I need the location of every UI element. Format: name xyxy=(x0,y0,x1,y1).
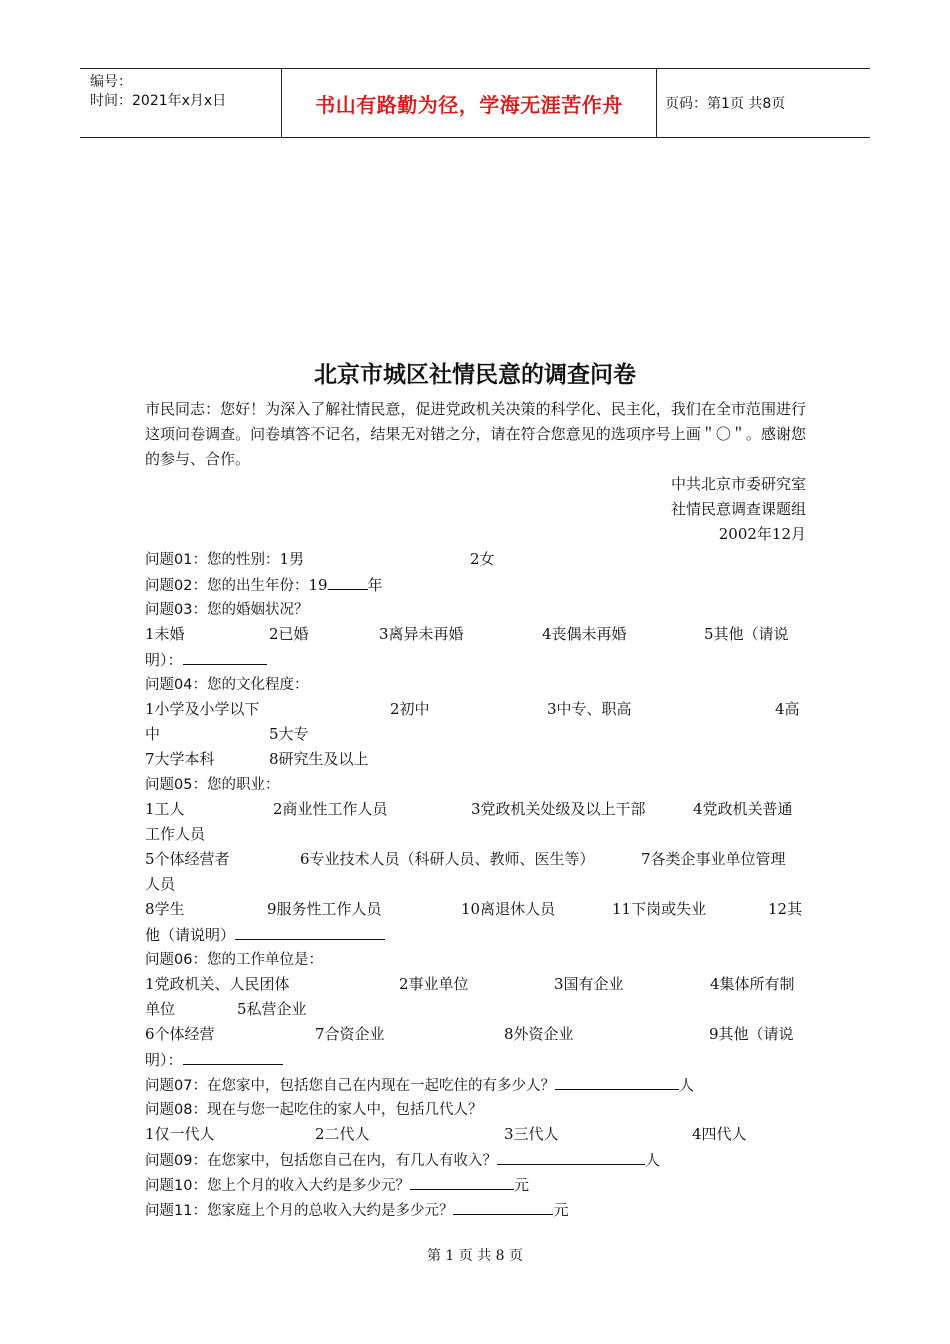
q05-label: 问题05：您的职业： xyxy=(145,777,280,793)
q05-option-11[interactable]: 11下岗或失业 xyxy=(612,900,707,918)
document-title: 北京市城区社情民意的调查问卷 xyxy=(314,362,636,388)
q04-option-4-cont: 中 xyxy=(145,725,161,743)
q05-options-6 xyxy=(145,922,806,947)
q04-option-3[interactable]: 3中专、职高 xyxy=(547,700,632,718)
q05-options-4 xyxy=(145,872,806,897)
q04-line xyxy=(145,672,806,697)
time-label: 时间：2021年x月x日 xyxy=(90,93,227,109)
q08-label: 问题08：现在与您一起吃住的家人中，包括几代人？ xyxy=(145,1102,483,1118)
q08-option-4[interactable]: 4四代人 xyxy=(692,1125,747,1143)
q05-option-12-cont: 他（请说明） xyxy=(145,926,236,944)
q06-options-2 xyxy=(145,997,806,1022)
q03-option-5[interactable]: 5其他（请说 xyxy=(704,625,789,643)
q05-blank[interactable] xyxy=(235,922,385,940)
q02-prefix: 19 xyxy=(308,576,328,594)
q07-line xyxy=(145,1072,806,1097)
q06-option-4[interactable]: 4集体所有制 xyxy=(710,975,795,993)
q05-option-6[interactable]: 6专业技术人员（科研人员、教师、医生等） xyxy=(300,850,595,868)
q02-suffix: 年 xyxy=(367,576,383,594)
q07-suffix: 人 xyxy=(678,1076,694,1094)
q05-option-9[interactable]: 9服务性工作人员 xyxy=(267,900,382,918)
q04-label: 问题04：您的文化程度： xyxy=(145,677,309,693)
signature-org2: 社情民意调查课题组 xyxy=(670,500,806,518)
q06-label: 问题06：您的工作单位是： xyxy=(145,952,323,968)
q05-option-12[interactable]: 12其 xyxy=(768,900,803,918)
q02-blank[interactable] xyxy=(328,572,368,590)
q08-option-3[interactable]: 3三代人 xyxy=(504,1125,559,1143)
q08-options xyxy=(145,1122,806,1147)
q09-blank[interactable] xyxy=(497,1147,645,1165)
q04-option-8[interactable]: 8研究生及以上 xyxy=(269,750,369,768)
q06-option-4-cont: 单位 xyxy=(145,1000,176,1018)
q05-options xyxy=(145,797,806,822)
number-label: 编号： xyxy=(90,74,132,90)
header-meta-cell xyxy=(80,69,282,137)
q06-options xyxy=(145,972,806,997)
q08-option-2[interactable]: 2二代人 xyxy=(315,1125,370,1143)
q06-option-6[interactable]: 6个体经营 xyxy=(145,1025,215,1043)
q08-option-1[interactable]: 1仅一代人 xyxy=(145,1125,215,1143)
q05-options-3 xyxy=(145,847,806,872)
q06-option-8[interactable]: 8外资企业 xyxy=(504,1025,574,1043)
q11-blank[interactable] xyxy=(453,1197,553,1215)
q07-label: 问题07：在您家中，包括您自己在内现在一起吃住的有多少人？ xyxy=(145,1078,555,1094)
q06-line xyxy=(145,947,806,972)
q11-suffix: 元 xyxy=(553,1201,569,1219)
q04-options xyxy=(145,697,806,722)
q06-options-4 xyxy=(145,1047,806,1072)
q02-label: 问题02：您的出生年份： xyxy=(145,578,309,594)
q06-blank[interactable] xyxy=(183,1047,283,1065)
q03-option-2[interactable]: 2已婚 xyxy=(269,625,309,643)
q08-line xyxy=(145,1097,806,1122)
q03-options-cont xyxy=(145,647,806,672)
q03-option-5-cont: 明）： xyxy=(145,651,183,669)
q05-option-7-cont: 人员 xyxy=(145,875,176,893)
q03-option-1[interactable]: 1未婚 xyxy=(145,625,185,643)
q05-option-4-cont: 工作人员 xyxy=(145,825,206,843)
q05-option-8[interactable]: 8学生 xyxy=(145,900,185,918)
q04-option-5[interactable]: 5大专 xyxy=(269,725,309,743)
q02-line xyxy=(145,572,806,597)
q05-option-2[interactable]: 2商业性工作人员 xyxy=(273,800,388,818)
q06-option-3[interactable]: 3国有企业 xyxy=(554,975,624,993)
q05-options-2 xyxy=(145,822,806,847)
signature-date: 2002年12月 xyxy=(718,525,806,543)
q01-option-2[interactable]: 2女 xyxy=(470,550,495,568)
page-footer: 第 1 页 共 8 页 xyxy=(426,1248,524,1264)
q06-option-9[interactable]: 9其他（请说 xyxy=(709,1025,794,1043)
q05-option-10[interactable]: 10离退休人员 xyxy=(461,900,556,918)
questionnaire-body xyxy=(145,397,806,1222)
q10-suffix: 元 xyxy=(513,1176,529,1194)
q06-option-2[interactable]: 2事业单位 xyxy=(399,975,469,993)
q03-blank[interactable] xyxy=(183,647,267,665)
q03-label: 问题03：您的婚姻状况？ xyxy=(145,602,309,618)
q06-option-5[interactable]: 5私营企业 xyxy=(237,1000,307,1018)
q06-option-1[interactable]: 1党政机关、人民团体 xyxy=(145,975,290,993)
signature-org1: 中共北京市委研究室 xyxy=(670,475,806,493)
q04-options-3 xyxy=(145,747,806,772)
q03-options xyxy=(145,622,806,647)
q05-options-5 xyxy=(145,897,806,922)
q11-label: 问题11：您家庭上个月的总收入大约是多少元？ xyxy=(145,1203,454,1219)
q09-label: 问题09：在您家中，包括您自己在内，有几人有收入？ xyxy=(145,1153,497,1169)
q05-option-5[interactable]: 5个体经营者 xyxy=(145,850,230,868)
q04-option-2[interactable]: 2初中 xyxy=(390,700,430,718)
q09-line xyxy=(145,1147,806,1172)
q04-option-1[interactable]: 1小学及小学以下 xyxy=(145,700,260,718)
q03-option-4[interactable]: 4丧偶未再婚 xyxy=(542,625,627,643)
q03-line xyxy=(145,597,806,622)
intro-paragraph: 市民同志：您好！为深入了解社情民意，促进党政机关决策的科学化、民主化，我们在全市范围进行这项问卷调查。问卷填答不记名，结果无对错之分，请在符合您意见的选项序号上画＂〇＂。感谢您的参与、合作。 xyxy=(145,400,806,468)
q04-option-7[interactable]: 7大学本科 xyxy=(145,750,215,768)
q04-option-4[interactable]: 4高 xyxy=(775,700,800,718)
header-table xyxy=(80,68,870,138)
q06-options-3 xyxy=(145,1022,806,1047)
q01-label: 问题01：您的性别： xyxy=(145,552,280,568)
q03-option-3[interactable]: 3离异未再婚 xyxy=(379,625,464,643)
q01-option-1[interactable]: 1男 xyxy=(279,550,304,568)
q10-label: 问题10：您上个月的收入大约是多少元？ xyxy=(145,1178,410,1194)
q05-option-1[interactable]: 1工人 xyxy=(145,800,185,818)
q05-option-7[interactable]: 7各类企事业单位管理 xyxy=(641,850,786,868)
q07-blank[interactable] xyxy=(555,1072,679,1090)
q09-suffix: 人 xyxy=(644,1151,660,1169)
q06-option-7[interactable]: 7合资企业 xyxy=(315,1025,385,1043)
page-label: 页码：第1页 共8页 xyxy=(665,96,786,112)
q10-line xyxy=(145,1172,806,1197)
q05-option-4[interactable]: 4党政机关普通 xyxy=(693,800,793,818)
q05-option-3[interactable]: 3党政机关处级及以上干部 xyxy=(471,800,646,818)
q06-option-9-cont: 明）： xyxy=(145,1051,183,1069)
q10-blank[interactable] xyxy=(410,1172,514,1190)
q01-line xyxy=(145,547,806,572)
q04-options-2 xyxy=(145,722,806,747)
q05-line xyxy=(145,772,806,797)
motto: 书山有路勤为径，学海无涯苦作舟 xyxy=(282,69,657,137)
q11-line xyxy=(145,1197,806,1222)
